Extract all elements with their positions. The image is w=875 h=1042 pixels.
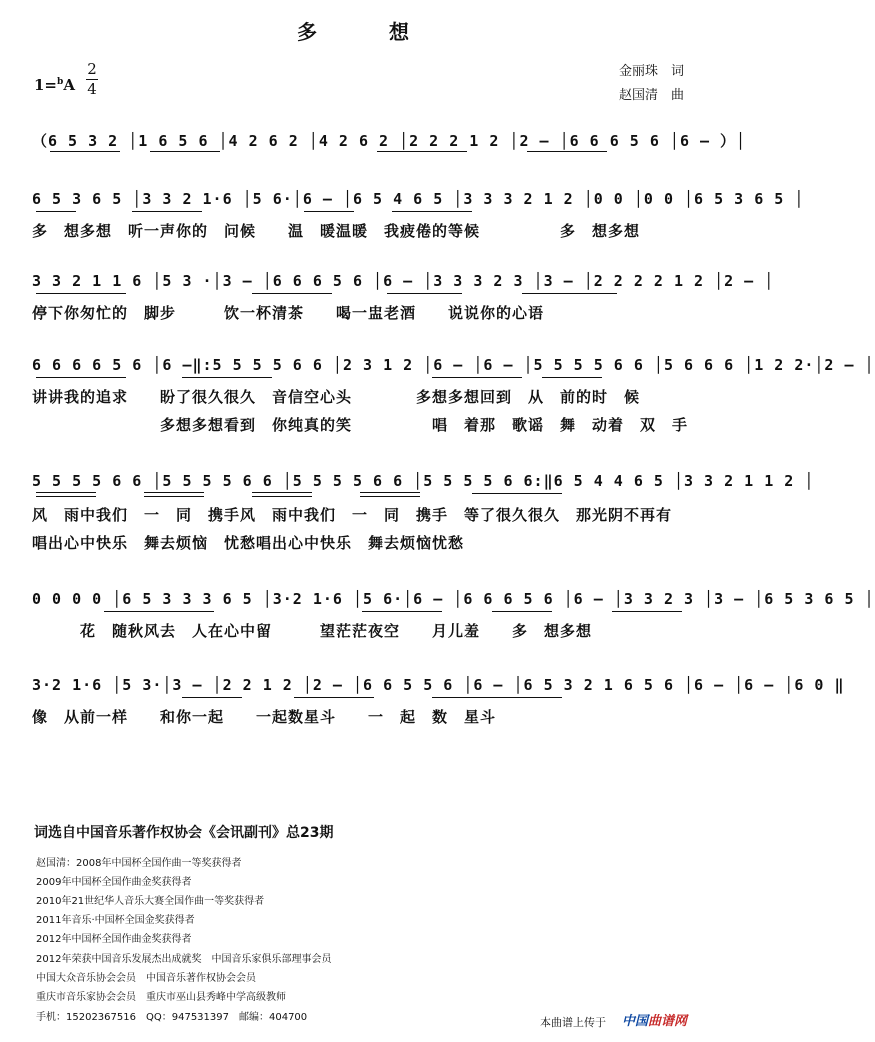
flat-sign: b <box>57 77 64 87</box>
bio-line: 重庆市音乐家协会会员 重庆市巫山县秀峰中学高级教师 <box>36 992 286 1003</box>
beam-line <box>432 377 522 378</box>
bio-line: 2012年中国杯全国作曲金奖获得者 <box>36 934 192 945</box>
contact-line: 手机：15202367516 QQ：947531397 邮编：404700 <box>36 1012 308 1023</box>
lyricist-credit: 金丽珠 词 <box>618 64 684 79</box>
double-beam-line <box>36 492 96 497</box>
lyric-verse-2: 唱出心中快乐 舞去烦恼 忧愁唱出心中快乐 舞去烦恼忧愁 <box>32 534 465 552</box>
beam-line <box>132 211 202 212</box>
lyric-verse-1: 花 随秋风去 人在心中留 望茫茫夜空 月儿羞 多 想多想 <box>32 622 593 640</box>
beam-line <box>36 211 76 212</box>
beam-line <box>182 377 272 378</box>
beam-line <box>252 293 332 294</box>
lyric-verse-1: 停下你匆忙的 脚步 饮一杯清茶 喝一盅老酒 说说你的心语 <box>32 304 545 322</box>
lyric-verse-2: 多想多想看到 你纯真的笑 唱 着那 歌谣 舞 动着 双 手 <box>32 416 689 434</box>
beam-line <box>50 151 120 152</box>
lyric-verse-1: 讲讲我的追求 盼了很久很久 音信空心头 多想多想回到 从 前的时 候 <box>32 388 641 406</box>
key-prefix: 1= <box>34 76 58 94</box>
notation-line: 6 5 3 6 5 │3 3 2 1·6 │5 6·│6 — │6 5 4 6 5 │3 3 3 2 1 2 │0 0 │0 0 │6 5 3 6 5 │ <box>32 190 805 208</box>
notation-line: 3 3 2 1 1 6 │5 3 ·│3 — │6 6 6 5 6 │6 — │3 3 3 2 3 │3 — │2 2 2 2 1 2 │2 — │ <box>32 272 775 290</box>
lyric-verse-1: 风 雨中我们 一 同 携手风 雨中我们 一 同 携手 等了很久很久 那光阴不再有 <box>32 506 673 524</box>
beam-line <box>362 611 442 612</box>
score-system-4 <box>32 356 875 452</box>
lyric-verse-1: 像 从前一样 和你一起 一起数星斗 一 起 数 星斗 <box>32 708 497 726</box>
beam-line <box>182 697 242 698</box>
score-system-7 <box>32 676 845 772</box>
notation-line: 3·2 1·6 │5 3·│3 — │2 2 1 2 │2 — │6 6 5 5 6 │6 — │6 5 3 2 1 6 5 6 │6 — │6 — │6 0 ‖ <box>32 676 845 694</box>
beam-line <box>432 697 562 698</box>
score-system-3 <box>32 272 775 368</box>
lyric-verse-1: 多 想多想 听一声你的 问候 温 暖温暖 我疲倦的等候 多 想多想 <box>32 222 641 240</box>
upload-note: 本曲谱上传于 <box>540 1016 606 1029</box>
score-system-5 <box>32 472 815 568</box>
meter-top: 2 <box>87 60 97 78</box>
bio-line: 2009年中国杯全国作曲金奖获得者 <box>36 877 192 888</box>
beam-line <box>522 293 617 294</box>
bio-line: 2012年荣获中国音乐发展杰出成就奖 中国音乐家俱乐部理事会员 <box>36 954 332 965</box>
notation-line: 6 6 6 6 5 6 │6 —‖:5 5 5 5 6 6 │2 3 1 2 │6 — │6 — │5 5 5 5 6 6 │5 6 6 6 │1 2 2·│2 — │ <box>32 356 875 374</box>
beam-line <box>377 151 467 152</box>
beam-line <box>294 697 374 698</box>
logo-part-1: 中国 <box>622 1014 649 1029</box>
site-logo[interactable] <box>622 1010 687 1029</box>
logo-part-2: 曲谱网 <box>648 1014 688 1029</box>
notation-line: 0 0 0 0 │6 5 3 3 3 6 5 │3·2 1·6 │5 6·│6 — │6 6 6 5 6 │6 — │3 3 2 3 │3 — │6 5 3 6 5 │ <box>32 590 875 608</box>
beam-line <box>36 377 126 378</box>
meter-bottom: 4 <box>87 80 97 98</box>
bio-line: 赵国清：2008年中国杯全国作曲一等奖获得者 <box>36 858 242 869</box>
beam-line <box>472 493 562 494</box>
beam-line <box>150 151 220 152</box>
beam-line <box>542 377 602 378</box>
beam-line <box>104 611 214 612</box>
key-note: A <box>63 76 75 94</box>
time-signature <box>86 60 98 99</box>
bio-line: 中国大众音乐协会会员 中国音乐著作权协会会员 <box>36 973 256 984</box>
notation-line: （6 5 3 2 │1 6 5 6 │4 2 6 2 │4 2 6 2 │2 2 2 1 2 │2 — │6 6 6 5 6 │6 — ）│ <box>32 132 747 150</box>
beam-line <box>392 211 472 212</box>
beam-line <box>492 611 552 612</box>
beam-line <box>304 211 354 212</box>
lyric-source-note: 词选自中国音乐著作权协会《会讯副刊》总23期 <box>34 825 334 841</box>
double-beam-line <box>252 492 312 497</box>
notation-line: 5 5 5 5 6 6 │5 5 5 5 6 6 │5 5 5 5 6 6 │5 5 5 5 6 6:‖6 5 4 4 6 5 │3 3 2 1 1 2 │ <box>32 472 815 490</box>
song-title: 多 想 <box>297 20 435 44</box>
bio-line: 2010年21世纪华人音乐大赛全国作曲一等奖获得者 <box>36 896 265 907</box>
beam-line <box>527 151 607 152</box>
key-signature <box>34 76 75 94</box>
double-beam-line <box>360 492 420 497</box>
beam-line <box>36 293 126 294</box>
bio-line: 2011年音乐·中国杯全国金奖获得者 <box>36 915 195 926</box>
composer-credit: 赵国清 曲 <box>618 88 684 103</box>
beam-line <box>612 611 682 612</box>
double-beam-line <box>144 492 204 497</box>
beam-line <box>387 293 462 294</box>
